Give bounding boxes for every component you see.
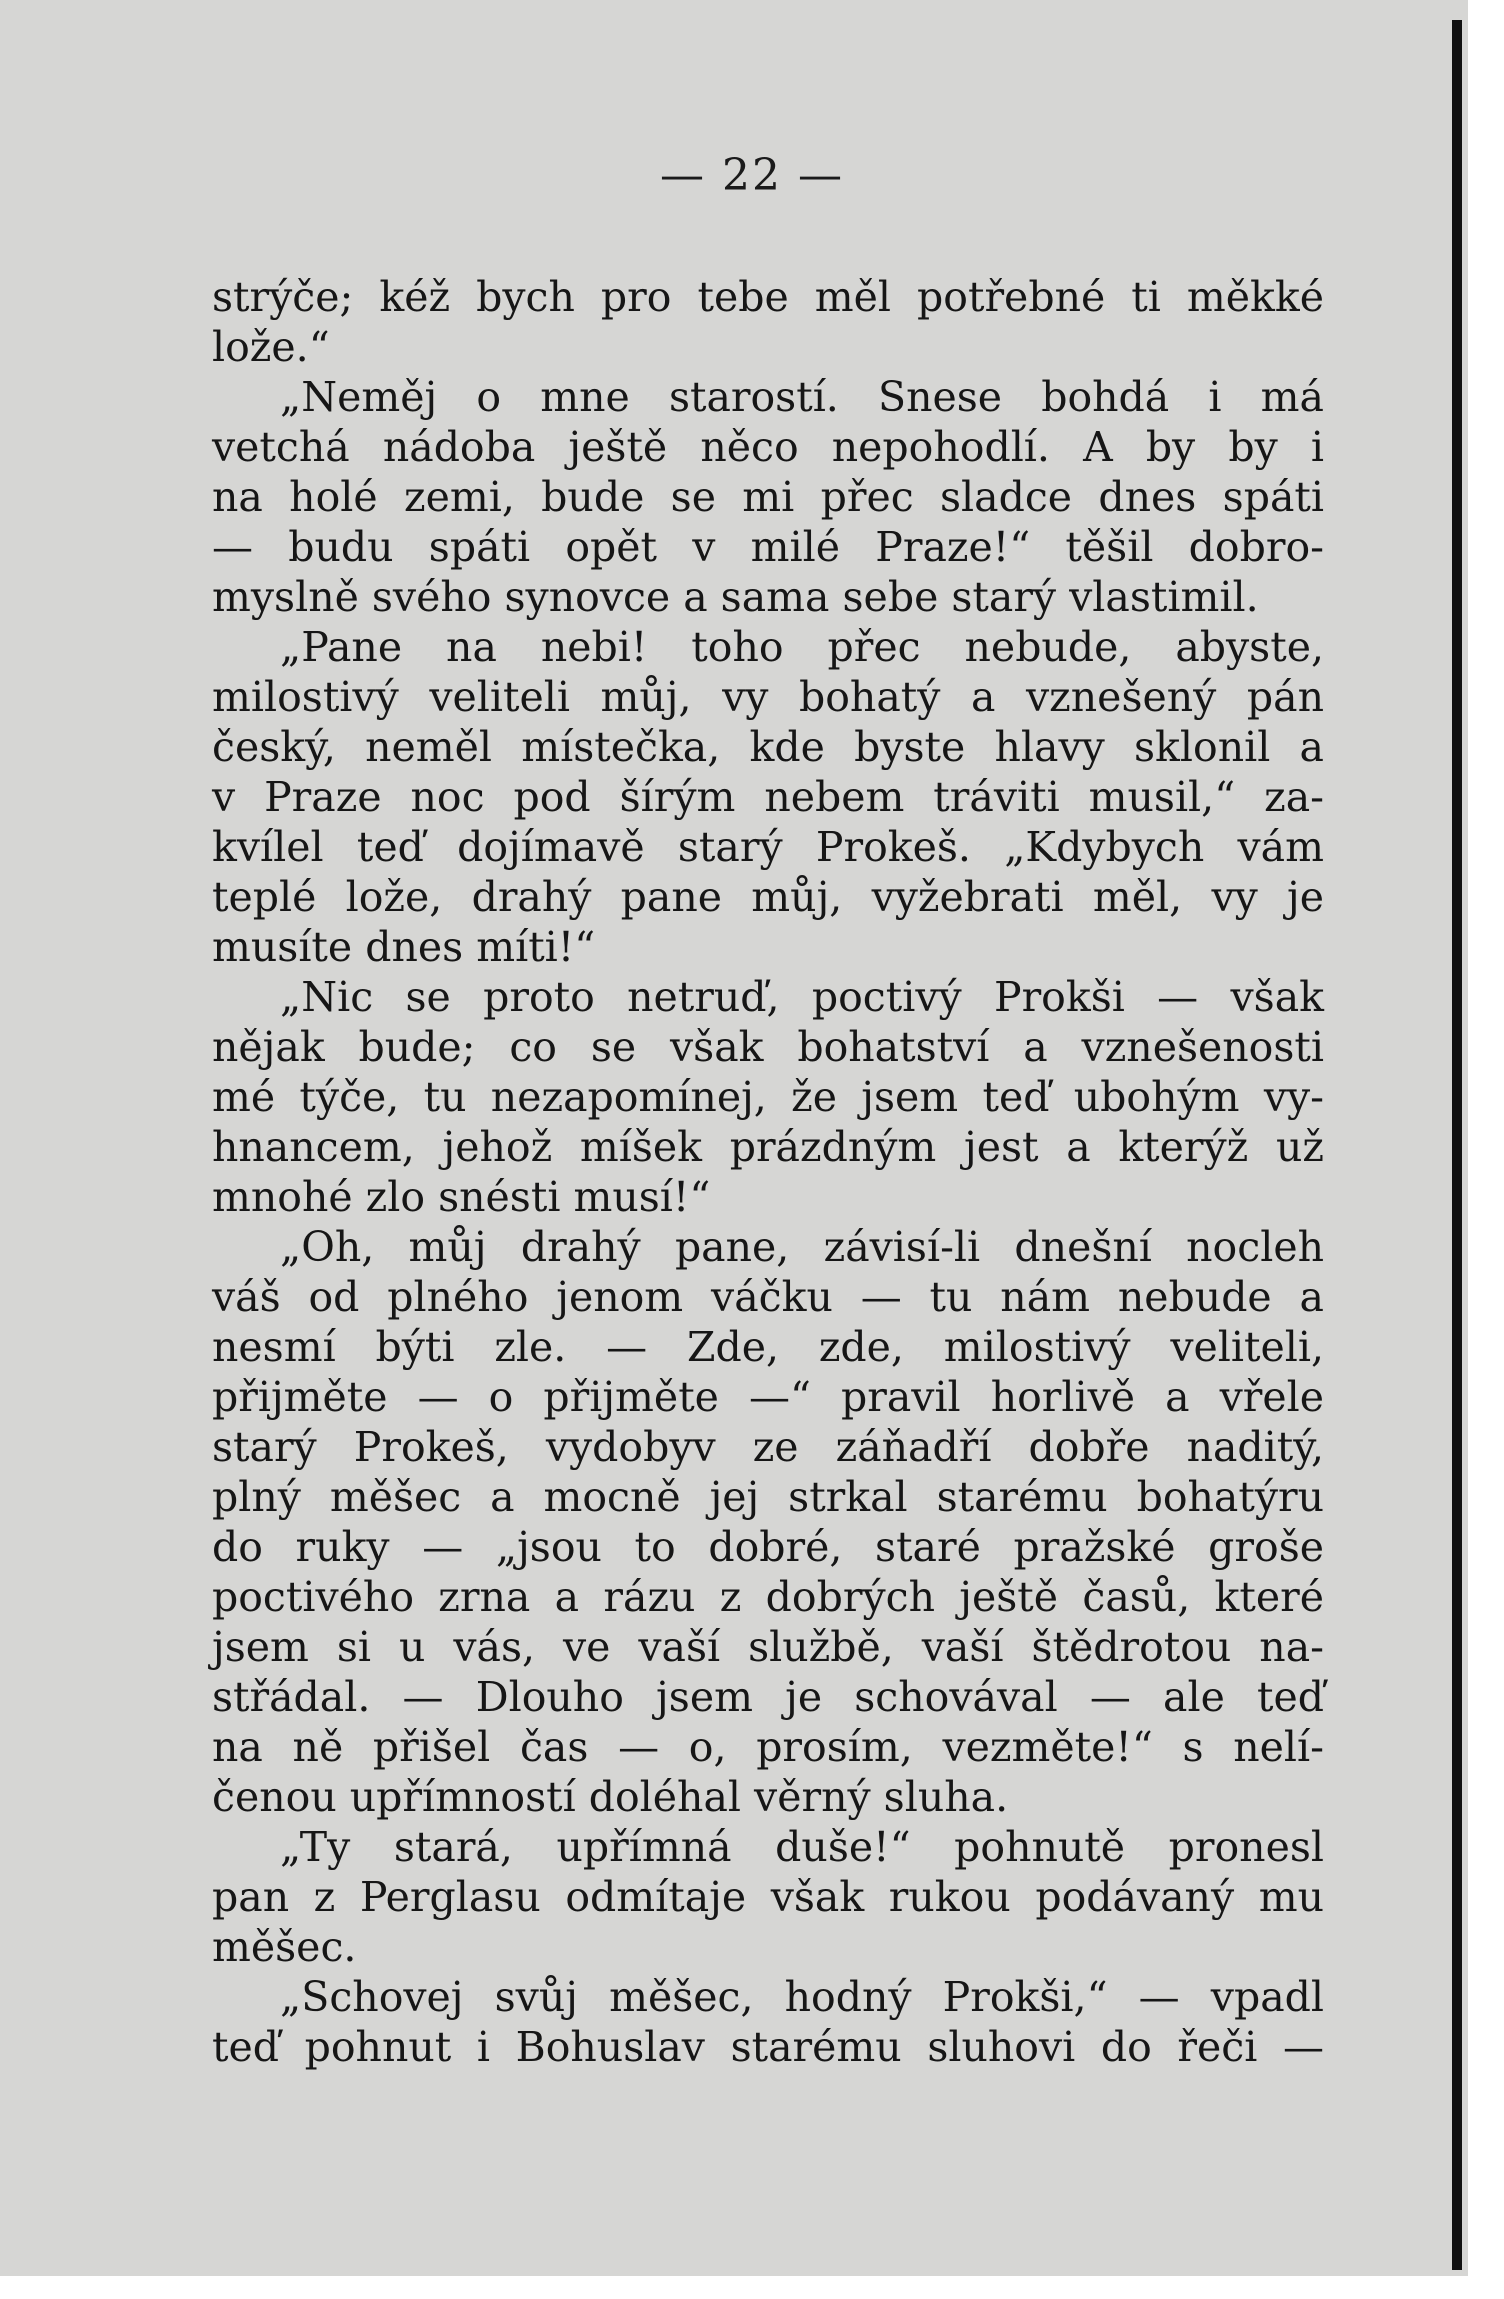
text-line: jsem si u vás, ve vaší službě, vaší štědrotou na-: [212, 1623, 1324, 1671]
text-line: „Ty stará, upřímná duše!“ pohnutě pronesl: [280, 1823, 1324, 1871]
right-margin: [1468, 0, 1504, 2299]
text-line: hnancem, jehož míšek prázdným jest a kterýž už: [212, 1123, 1324, 1171]
text-line: měšec.: [212, 1923, 357, 1971]
text-line: strýče; kéž bych pro tebe měl potřebné ti měkké: [212, 273, 1324, 321]
page-edge-shadow: [1452, 20, 1462, 2270]
text-line: přijměte — o přijměte —“ pravil horlivě a vřele: [212, 1373, 1324, 1421]
text-line: nesmí býti zle. — Zde, zde, milostivý veliteli,: [212, 1323, 1324, 1371]
text-line: „Schovej svůj měšec, hodný Prokši,“ — vpadl: [280, 1973, 1324, 2021]
text-line: „Neměj o mne starostí. Snese bohdá i má: [280, 373, 1324, 421]
bottom-margin: [0, 2276, 1504, 2299]
text-line: český, neměl místečka, kde byste hlavy sklonil a: [212, 723, 1324, 771]
text-line: mé týče, tu nezapomínej, že jsem teď ubohým vy-: [212, 1073, 1324, 1121]
text-line: plný měšec a mocně jej strkal starému bohatýru: [212, 1473, 1324, 1521]
text-line: teď pohnut i Bohuslav starému sluhovi do řeči —: [212, 2023, 1324, 2071]
text-line: musíte dnes míti!“: [212, 923, 596, 971]
text-line: starý Prokeš, vydobyv ze záňadří dobře naditý,: [212, 1423, 1324, 1471]
text-line: na holé zemi, bude se mi přec sladce dnes spáti: [212, 473, 1324, 521]
body-text: [212, 272, 1324, 2072]
text-line: „Nic se proto netruď, poctivý Prokši — však: [280, 973, 1324, 1021]
text-line: poctivého zrna a rázu z dobrých ještě časů, které: [212, 1573, 1324, 1621]
text-line: „Pane na nebi! toho přec nebude, abyste,: [280, 623, 1324, 671]
text-line: pan z Perglasu odmítaje však rukou podávaný mu: [212, 1873, 1324, 1921]
text-line: váš od plného jenom váčku — tu nám nebude a: [212, 1273, 1324, 1321]
text-line: myslně svého synovce a sama sebe starý vlastimil.: [212, 573, 1259, 621]
page-number: — 22 —: [660, 150, 844, 201]
text-line: nějak bude; co se však bohatství a vznešenosti: [212, 1023, 1324, 1071]
text-line: teplé lože, drahý pane můj, vyžebrati měl, vy je: [212, 873, 1324, 921]
text-line: — budu spáti opět v milé Praze!“ těšil dobro-: [212, 523, 1324, 571]
text-line: do ruky — „jsou to dobré, staré pražské groše: [212, 1523, 1324, 1571]
text-line: milostivý veliteli můj, vy bohatý a vznešený pán: [212, 673, 1324, 721]
text-line: mnohé zlo snésti musí!“: [212, 1173, 711, 1221]
text-line: lože.“: [212, 323, 330, 371]
text-line: na ně přišel čas — o, prosím, vezměte!“ s nelí-: [212, 1723, 1324, 1771]
text-line: „Oh, můj drahý pane, závisí-li dnešní nocleh: [280, 1223, 1324, 1271]
text-line: střádal. — Dlouho jsem je schovával — ale teď: [212, 1673, 1324, 1721]
text-line: vetchá nádoba ještě něco nepohodlí. A by by i: [212, 423, 1324, 471]
text-line: v Praze noc pod šírým nebem tráviti musil,“ za-: [212, 773, 1324, 821]
text-line: kvílel teď dojímavě starý Prokeš. „Kdybych vám: [212, 823, 1324, 871]
text-line: čenou upřímností doléhal věrný sluha.: [212, 1773, 1009, 1821]
